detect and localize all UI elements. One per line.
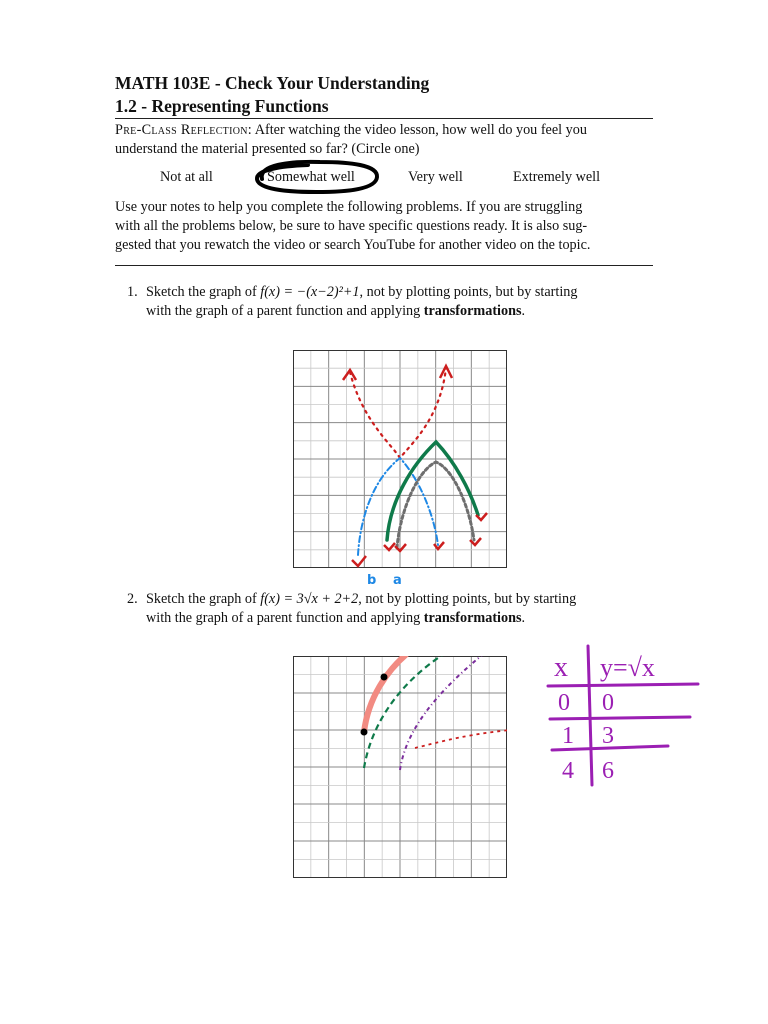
problem-2-post: , not by plotting points, but by starting [358,591,577,607]
table-row-1-x: 1 [562,723,574,749]
problem-1-line1 [146,283,577,302]
graph-grid-1[interactable] [293,350,507,568]
problem-2-line1 [146,590,576,609]
table-row-0-x: 0 [558,690,570,716]
green-shifted-curve [364,656,468,768]
table-row-line-1 [550,717,690,719]
point-b [381,674,388,681]
problem-2-pre: Sketch the graph of [146,591,261,607]
problem-1-pre: Sketch the graph of [146,284,261,300]
page-subtitle: 1.2 - Representing Functions [115,96,329,116]
red-parent-sqrt [415,729,507,748]
option-somewhat-well[interactable]: Somewhat well [267,169,355,185]
problem-2-number: 2. [127,591,138,607]
table-row-0-y: 0 [602,690,614,716]
reflection-label: Pre-Class Reflection: [115,122,252,138]
annotation-a: a [393,573,402,588]
table-row-2-x: 4 [562,758,574,784]
option-not-at-all[interactable]: Not at all [160,169,213,185]
instructions-divider [115,265,653,266]
problem-2-line2 [146,609,525,628]
table-vertical-line [588,646,592,785]
problem-1-formula: f(x) = −(x−2)²+1 [260,284,360,300]
problem-1-number: 1. [127,284,138,300]
problem-1-post: , not by plotting points, but by starting [359,284,578,300]
circle-mark [250,155,385,200]
option-very-well[interactable]: Very well [408,169,463,185]
annotation-b: b [367,573,377,588]
reflection-prompt [115,121,655,140]
reflection-prompt-line2: understand the material presented so far? (Circle one) [115,141,420,157]
instructions-line3: gested that you rewatch the video or search YouTube for another video on the topic. [115,237,591,253]
table-header-x: x [554,652,568,683]
table-row-2-y: 6 [602,758,614,784]
header-divider [115,118,653,119]
instructions-line2: with all the problems below, be sure to have specific questions ready. It is also sug- [115,218,588,234]
problem-2-formula: f(x) = 3√x + 2+2 [260,591,359,607]
table-header-y: y=√x [600,653,655,682]
problem-2-line2-pre: with the graph of a parent function and applying [146,610,424,626]
problem-1-bold: transformations [423,303,522,319]
red-arrow-left [343,370,356,380]
table-header-line [548,684,698,686]
purple-stretched-curve [400,656,496,770]
graph-grid-2[interactable] [293,656,507,878]
handwritten-table [540,640,710,795]
problem-1-line2 [146,302,525,321]
problem-2-line2-post: . [521,610,526,626]
problem-1-line2-pre: with the graph of a parent function and applying [146,303,424,319]
instructions-line1: Use your notes to help you complete the following problems. If you are struggling [115,199,583,215]
option-extremely-well[interactable]: Extremely well [513,169,601,185]
table-row-1-y: 3 [602,723,614,749]
problem-2-bold: transformations [423,610,522,626]
point-a [361,729,368,736]
reflection-prompt-text: After watching the video lesson, how well do you feel you [252,122,587,138]
red-mark-b [384,543,395,550]
page-title: MATH 103E - Check Your Understanding [115,73,430,93]
problem-1-line2-post: . [521,303,526,319]
